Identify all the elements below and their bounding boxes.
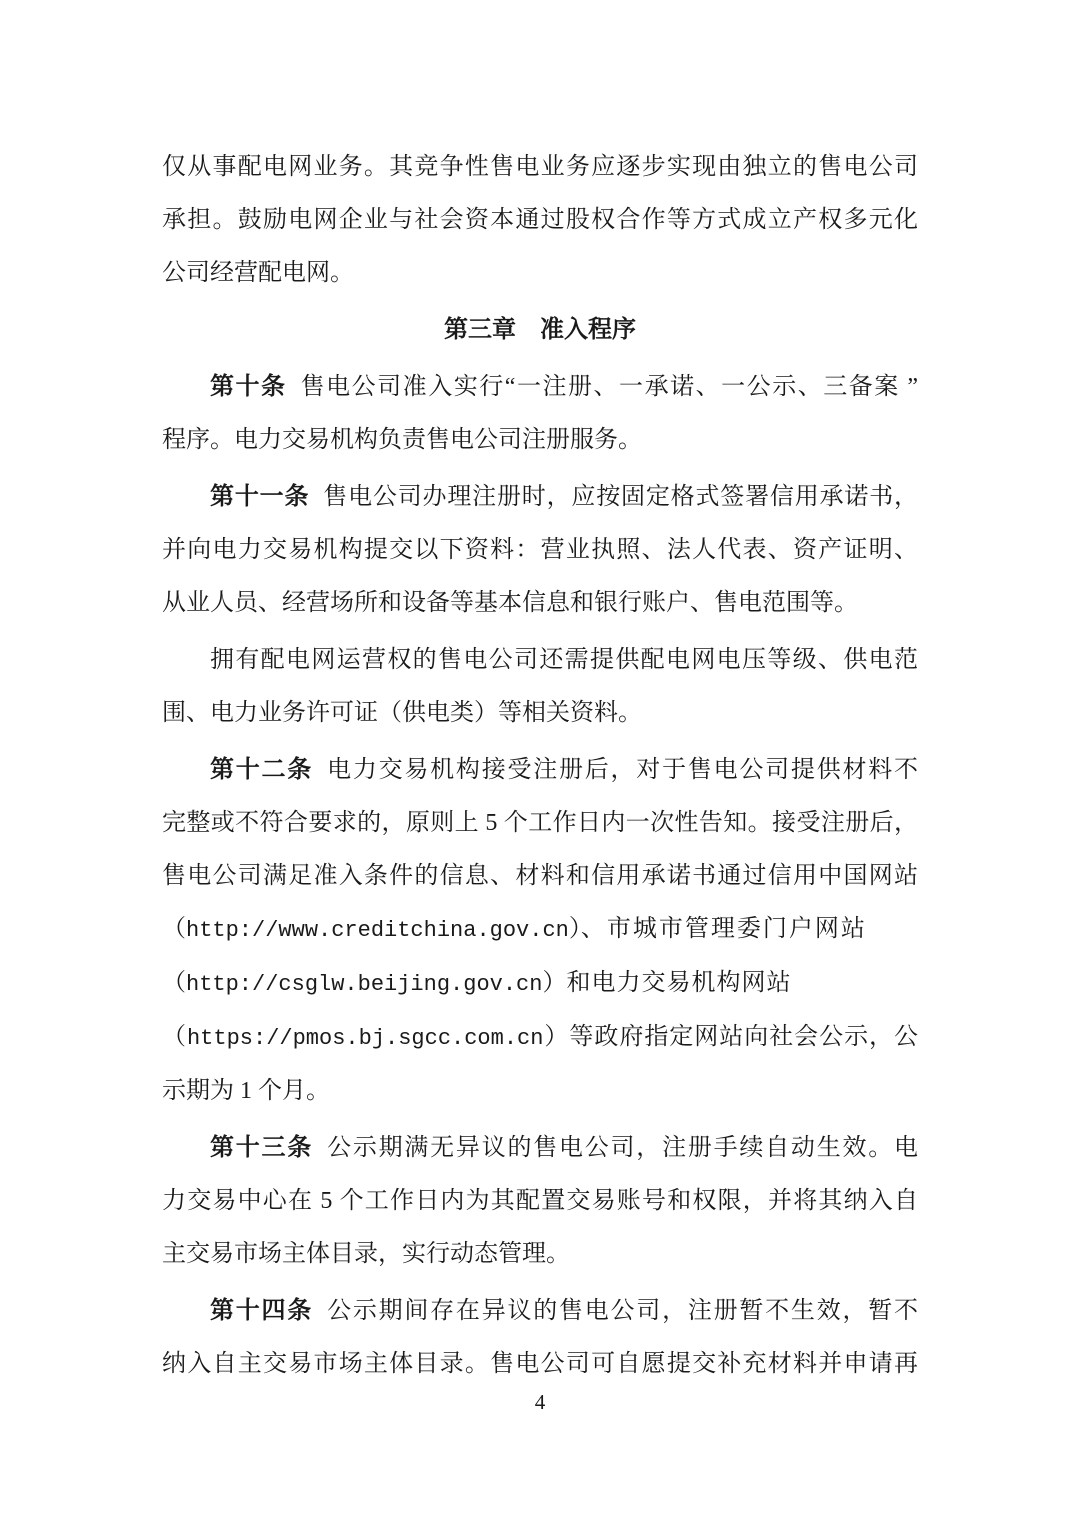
text-line: 完整或不符合要求的，原则上 5 个工作日内一次性告知。接受注册后， bbox=[162, 810, 918, 836]
text-line: 仅从事配电网业务。其竞争性售电业务应逐步实现由独立的售电公司 bbox=[162, 154, 918, 180]
text-line bbox=[162, 361, 918, 414]
paren-open: （ bbox=[162, 1024, 187, 1050]
article-11 bbox=[162, 471, 918, 630]
url-line-tail: 、市城市管理委门户网站 bbox=[580, 916, 867, 942]
article-number: 第十三条 bbox=[210, 1135, 314, 1161]
text-line: 力交易中心在 5 个工作日内为其配置交易账号和权限，并将其纳入自 bbox=[162, 1188, 918, 1214]
text-line bbox=[162, 1122, 918, 1175]
text-line: 并向电力交易机构提交以下资料：营业执照、法人代表、资产证明、 bbox=[162, 537, 918, 563]
text-line bbox=[162, 471, 918, 524]
article-number: 第十四条 bbox=[210, 1298, 314, 1324]
csglw-url: http://csglw.beijing.gov.cn bbox=[186, 972, 543, 997]
paragraph-intro bbox=[162, 141, 918, 300]
text-line: 主交易市场主体目录，实行动态管理。 bbox=[162, 1241, 570, 1267]
url-line-pmos bbox=[162, 1011, 918, 1065]
article-text: 售电公司准入实行“一注册、一承诺、一公示、三备案 ” bbox=[300, 374, 918, 400]
chapter-heading: 第三章 准入程序 bbox=[444, 317, 636, 343]
url-line-tail: 等政府指定网站向社会公示，公 bbox=[569, 1024, 919, 1050]
article-number: 第十一条 bbox=[210, 484, 310, 510]
paren-close: ） bbox=[543, 1024, 570, 1050]
paren-open: （ bbox=[162, 916, 186, 942]
text-line: 承担。鼓励电网企业与社会资本通过股权合作等方式成立产权多元化 bbox=[162, 207, 918, 233]
creditchina-url: http://www.creditchina.gov.cn bbox=[186, 918, 569, 943]
article-14 bbox=[162, 1285, 918, 1391]
document-body bbox=[162, 141, 918, 1391]
text-line: 售电公司满足准入条件的信息、材料和信用承诺书通过信用中国网站 bbox=[162, 863, 918, 889]
article-number: 第十条 bbox=[210, 374, 287, 400]
paren-close: ） bbox=[568, 916, 581, 942]
page-number: 4 bbox=[534, 1390, 546, 1414]
article-text: 公示期满无异议的售电公司，注册手续自动生效。电 bbox=[327, 1135, 918, 1161]
text-line: 从业人员、经营场所和设备等基本信息和银行账户、售电范围等。 bbox=[162, 590, 858, 616]
text-line: 拥有配电网运营权的售电公司还需提供配电网电压等级、供电范 bbox=[210, 647, 918, 673]
paren-close: ） bbox=[542, 970, 567, 996]
url-line-tail: 和电力交易机构网站 bbox=[566, 970, 792, 996]
pmos-url: https://pmos.bj.sgcc.com.cn bbox=[186, 1026, 544, 1051]
article-10 bbox=[162, 361, 918, 467]
article-number: 第十二条 bbox=[210, 757, 314, 783]
text-line bbox=[162, 744, 918, 797]
text-line: 程序。电力交易机构负责售电公司注册服务。 bbox=[162, 427, 642, 453]
article-13 bbox=[162, 1122, 918, 1281]
text-line: 纳入自主交易市场主体目录。售电公司可自愿提交补充材料并申请再 bbox=[162, 1351, 918, 1377]
url-line-creditchina bbox=[162, 903, 918, 957]
text-line: 围、电力业务许可证（供电类）等相关资料。 bbox=[162, 700, 642, 726]
article-text: 公示期间存在异议的售电公司，注册暂不生效，暂不 bbox=[327, 1298, 918, 1324]
text-line: 示期为 1 个月。 bbox=[162, 1078, 330, 1104]
text-line: 公司经营配电网。 bbox=[162, 260, 354, 286]
text-line bbox=[162, 1285, 918, 1338]
paragraph-grid-note bbox=[162, 634, 918, 740]
url-line-csglw bbox=[162, 957, 918, 1011]
chapter-heading-block bbox=[162, 304, 918, 357]
paren-open: （ bbox=[162, 970, 186, 996]
article-text: 售电公司办理注册时，应按固定格式签署信用承诺书， bbox=[323, 484, 919, 510]
article-12 bbox=[162, 744, 918, 1118]
article-text: 电力交易机构接受注册后，对于售电公司提供材料不 bbox=[327, 757, 918, 783]
